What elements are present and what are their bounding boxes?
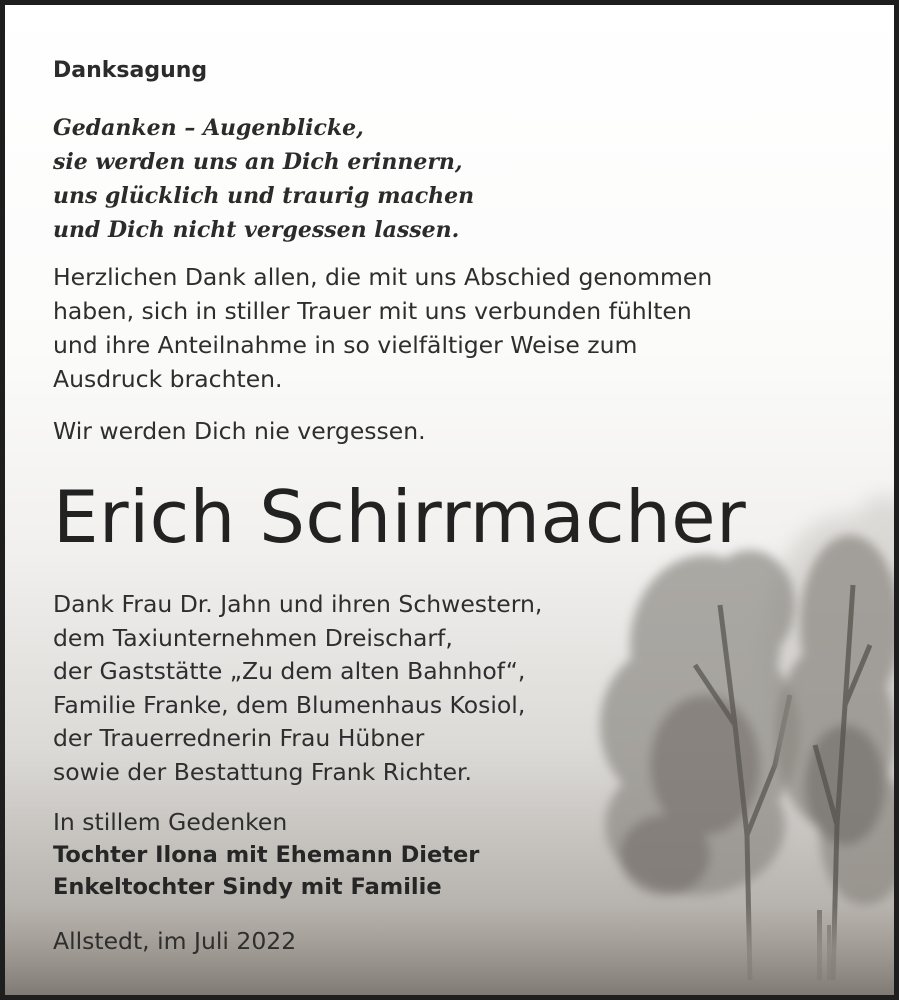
poem-line: sie werden uns an Dich erinnern,	[53, 149, 463, 175]
poem-line: uns glücklich und traurig machen	[53, 183, 475, 209]
closing-line: Wir werden Dich nie vergessen.	[53, 417, 426, 445]
mourner-name: Tochter Ilona mit Ehemann Dieter	[53, 841, 480, 868]
paragraph-line: und ihre Anteilnahme in so vielfältiger Weise zum	[53, 331, 638, 359]
acknowledgement-line: sowie der Bestattung Frank Richter.	[53, 757, 473, 786]
acknowledgement-line: der Gaststätte „Zu dem alten Bahnhof“,	[53, 657, 526, 685]
signature-block	[53, 806, 479, 904]
poem-line: und Dich nicht vergessen lassen.	[53, 217, 460, 243]
acknowledgement-line: der Trauerrednerin Frau Hübner	[53, 724, 425, 752]
paragraph-line: Ausdruck brachten.	[53, 365, 283, 393]
poem-line: Gedanken – Augenblicke,	[53, 115, 364, 141]
foreground-tree-left	[600, 550, 800, 895]
acknowledgement-line: Familie Franke, dem Blumenhaus Kosiol,	[53, 690, 526, 719]
deceased-name: Erich Schirrmacher	[53, 475, 747, 559]
paragraph-line: haben, sich in stiller Trauer mit uns verbunden fühlten	[53, 297, 692, 325]
acknowledgement-line: Dank Frau Dr. Jahn und ihren Schwestern,	[53, 590, 543, 618]
acknowledgements	[53, 588, 542, 789]
acknowledgement-line: dem Taxiunternehmen Dreischarf,	[53, 623, 453, 652]
mourner-name: Enkeltochter Sindy mit Familie	[53, 874, 442, 900]
place-date: Allstedt, im Juli 2022	[53, 927, 297, 955]
notice-heading: Danksagung	[53, 58, 208, 83]
memorial-poem	[53, 111, 474, 247]
paragraph-line: Herzlichen Dank allen, die mit uns Abschied genommen	[53, 263, 713, 291]
thanks-paragraph	[53, 260, 712, 396]
signature-intro: In stillem Gedenken	[53, 808, 288, 836]
